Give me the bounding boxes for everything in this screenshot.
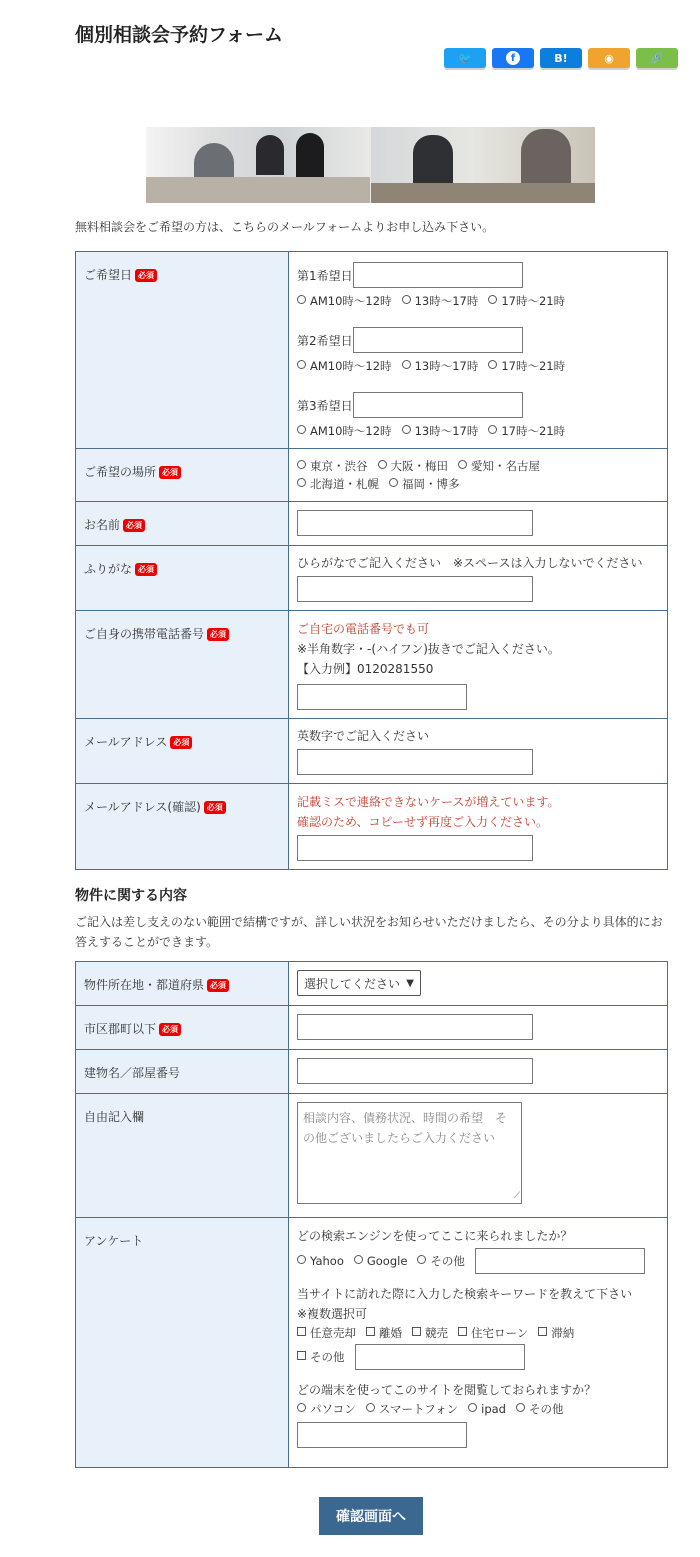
- required-badge: 必須: [204, 801, 226, 814]
- city-label: 市区郡町以下: [84, 1022, 157, 1036]
- link-icon: 🔗: [650, 52, 664, 64]
- name-input[interactable]: [297, 510, 533, 536]
- name-label: お名前: [84, 518, 121, 532]
- row-email-confirm: [76, 784, 668, 870]
- row-free: [76, 1094, 668, 1218]
- radio-yahoo[interactable]: Yahoo: [297, 1252, 344, 1270]
- row-phone: [76, 611, 668, 719]
- radio-time-13[interactable]: 13時〜17時: [402, 294, 479, 308]
- phone-label-cell: [76, 611, 289, 719]
- city-label-cell: [76, 1006, 289, 1050]
- radio-time-13[interactable]: 13時〜17時: [402, 424, 479, 438]
- time-radio-group-1: [297, 292, 659, 310]
- row-pref: [76, 962, 668, 1006]
- checkbox-keyword-other[interactable]: その他: [297, 1348, 345, 1366]
- furigana-input[interactable]: [297, 576, 533, 602]
- device-other-input[interactable]: [297, 1422, 467, 1448]
- radio-time-am[interactable]: AM10時〜12時: [297, 424, 392, 438]
- facebook-icon: f: [506, 51, 520, 65]
- name-label-cell: [76, 502, 289, 546]
- section-note: ご記入は差し支えのない範囲で結構ですが、詳しい状況をお知らせいただけましたら、その分より具体的にお答えすることができます。: [75, 915, 663, 949]
- date-choice-2: [297, 327, 659, 353]
- pref-label-cell: [76, 962, 289, 1006]
- email-confirm-input[interactable]: [297, 835, 533, 861]
- survey-q2-note: ※複数選択可: [297, 1307, 368, 1321]
- building-label: 建物名／部屋番号: [84, 1066, 181, 1080]
- checkbox-tainou[interactable]: 滞納: [538, 1326, 574, 1340]
- email-value-cell: [289, 719, 668, 784]
- checkbox-keibai[interactable]: 競売: [412, 1326, 448, 1340]
- confirm-button[interactable]: 確認画面へ: [319, 1497, 423, 1535]
- pref-label: 物件所在地・都道府県: [84, 978, 205, 992]
- email-label: メールアドレス: [84, 735, 168, 749]
- city-input[interactable]: [297, 1014, 533, 1040]
- date-input-1[interactable]: [353, 262, 523, 288]
- checkbox-rikon[interactable]: 離婚: [366, 1326, 402, 1340]
- radio-google[interactable]: Google: [354, 1252, 408, 1270]
- radio-place-sapporo[interactable]: 北海道・札幌: [297, 477, 379, 491]
- radio-time-17[interactable]: 17時〜21時: [488, 424, 565, 438]
- date-input-2[interactable]: [353, 327, 523, 353]
- twitter-share-button[interactable]: [444, 48, 486, 68]
- radio-smartphone[interactable]: スマートフォン: [366, 1402, 458, 1416]
- survey-label: アンケート: [84, 1234, 144, 1248]
- radio-engine-other[interactable]: その他: [417, 1252, 465, 1270]
- consultation-photo-right: [371, 127, 596, 203]
- facebook-share-button[interactable]: [492, 48, 534, 68]
- furigana-note: ひらがなでご記入ください ※スペースは入力しないでください: [297, 556, 643, 570]
- phone-label: ご自身の携帯電話番号: [84, 627, 205, 641]
- row-date: [76, 252, 668, 449]
- survey-value-cell: [289, 1218, 668, 1468]
- radio-time-am[interactable]: AM10時〜12時: [297, 294, 392, 308]
- row-name: [76, 502, 668, 546]
- email-label-cell: [76, 719, 289, 784]
- building-input[interactable]: [297, 1058, 533, 1084]
- free-label-cell: [76, 1094, 289, 1218]
- row-email: [76, 719, 668, 784]
- required-badge: 必須: [135, 269, 157, 282]
- radio-time-13[interactable]: 13時〜17時: [402, 359, 479, 373]
- intro-text: 無料相談会をご希望の方は、こちらのメールフォームよりお申し込み下さい。: [75, 220, 495, 234]
- required-badge: 必須: [170, 736, 192, 749]
- date-choice-1: [297, 262, 659, 288]
- furigana-value-cell: [289, 546, 668, 611]
- radio-time-17[interactable]: 17時〜21時: [488, 359, 565, 373]
- required-badge: 必須: [207, 979, 229, 992]
- contact-form-table: [75, 251, 668, 870]
- engine-other-input[interactable]: [475, 1248, 645, 1274]
- email-note: 英数字でご記入ください: [297, 729, 430, 743]
- row-place: [76, 449, 668, 502]
- date-label: ご希望日: [84, 268, 133, 282]
- required-badge: 必須: [159, 466, 181, 479]
- building-label-cell: [76, 1050, 289, 1094]
- row-furigana: [76, 546, 668, 611]
- pref-value-cell: [289, 962, 668, 1006]
- radio-pc[interactable]: パソコン: [297, 1402, 356, 1416]
- place-label-cell: [76, 449, 289, 502]
- radio-place-osaka[interactable]: 大阪・梅田: [378, 459, 449, 473]
- checkbox-loan[interactable]: 住宅ローン: [458, 1326, 528, 1340]
- property-form-table: [75, 961, 668, 1468]
- date-value-cell: [289, 252, 668, 449]
- radio-time-17[interactable]: 17時〜21時: [488, 294, 565, 308]
- phone-note-red: ご自宅の電話番号でも可: [297, 622, 430, 636]
- copy-link-button[interactable]: [636, 48, 678, 68]
- survey-q2-options: [297, 1324, 659, 1342]
- section-heading: 物件に関する内容: [75, 888, 187, 904]
- survey-q1: どの検索エンジンを使ってここに来られましたか？: [297, 1229, 573, 1243]
- required-badge: 必須: [135, 563, 157, 576]
- survey-q3: どの端末を使ってこのサイトを閲覧しておられますか？: [297, 1383, 597, 1397]
- consultation-photo-left: [146, 127, 371, 203]
- rss-button[interactable]: [588, 48, 630, 68]
- radio-ipad[interactable]: ipad: [468, 1402, 506, 1416]
- required-badge: 必須: [159, 1023, 181, 1036]
- date-choice-label: 第2希望日: [297, 333, 353, 348]
- chevron-down-icon: ▼: [406, 977, 414, 989]
- required-badge: 必須: [123, 519, 145, 532]
- phone-input[interactable]: [297, 684, 467, 710]
- email-confirm-note-2: 確認のため、コピーせず再度ご入力ください。: [297, 815, 549, 829]
- time-radio-group-2: [297, 357, 659, 375]
- place-label: ご希望の場所: [84, 465, 157, 479]
- free-value-cell: [289, 1094, 668, 1218]
- row-building: [76, 1050, 668, 1094]
- time-radio-group-3: [297, 422, 659, 440]
- name-value-cell: [289, 502, 668, 546]
- checkbox-ninbai[interactable]: 任意売却: [297, 1326, 356, 1340]
- email-confirm-value-cell: [289, 784, 668, 870]
- date-label-cell: [76, 252, 289, 449]
- radio-place-nagoya[interactable]: 愛知・名古屋: [458, 459, 540, 473]
- row-city: [76, 1006, 668, 1050]
- prefecture-select-value: 選択してください: [304, 976, 401, 991]
- city-value-cell: [289, 1006, 668, 1050]
- free-textarea[interactable]: 相談内容、債務状況、時間の希望 その他ございましたらご入力ください ⟋: [297, 1102, 522, 1204]
- email-confirm-label: メールアドレス(確認): [84, 800, 201, 814]
- email-input[interactable]: [297, 749, 533, 775]
- rss-icon: ◉: [604, 51, 614, 65]
- survey-q2: 当サイトに訪れた際に入力した検索キーワードを教えて下さい: [297, 1287, 633, 1301]
- email-confirm-note-1: 記載ミスで連絡できないケースが増えています。: [297, 795, 560, 809]
- twitter-icon: 🐦: [458, 51, 472, 65]
- date-choice-label: 第1希望日: [297, 268, 353, 283]
- prefecture-select[interactable]: [297, 970, 421, 996]
- hatena-bookmark-button[interactable]: [540, 48, 582, 68]
- place-radio-group: [297, 457, 659, 493]
- survey-q2-other: [297, 1344, 659, 1370]
- date-input-3[interactable]: [353, 392, 523, 418]
- survey-label-cell: [76, 1218, 289, 1468]
- date-choice-label: 第3希望日: [297, 398, 353, 413]
- keyword-other-input[interactable]: [355, 1344, 525, 1370]
- survey-q1-options: [297, 1248, 659, 1274]
- furigana-label: ふりがな: [84, 562, 133, 576]
- phone-note: ※半角数字・-(ハイフン)抜きでご記入ください。: [297, 642, 560, 656]
- radio-device-other[interactable]: その他: [516, 1402, 564, 1416]
- radio-time-am[interactable]: AM10時〜12時: [297, 359, 392, 373]
- radio-place-tokyo[interactable]: 東京・渋谷: [297, 459, 368, 473]
- furigana-label-cell: [76, 546, 289, 611]
- phone-example: 【入力例】0120281550: [297, 662, 434, 676]
- date-choice-3: [297, 392, 659, 418]
- row-survey: [76, 1218, 668, 1468]
- required-badge: 必須: [207, 628, 229, 641]
- share-buttons: [444, 48, 678, 68]
- building-value-cell: [289, 1050, 668, 1094]
- hatena-bookmark-icon: B!: [554, 51, 568, 65]
- page-title: 個別相談会予約フォーム: [75, 24, 284, 46]
- survey-q3-options: [297, 1400, 659, 1418]
- phone-value-cell: [289, 611, 668, 719]
- place-value-cell: [289, 449, 668, 502]
- hero-image: [146, 127, 595, 203]
- email-confirm-label-cell: [76, 784, 289, 870]
- free-label: 自由記入欄: [84, 1110, 145, 1124]
- radio-place-fukuoka[interactable]: 福岡・博多: [389, 477, 460, 491]
